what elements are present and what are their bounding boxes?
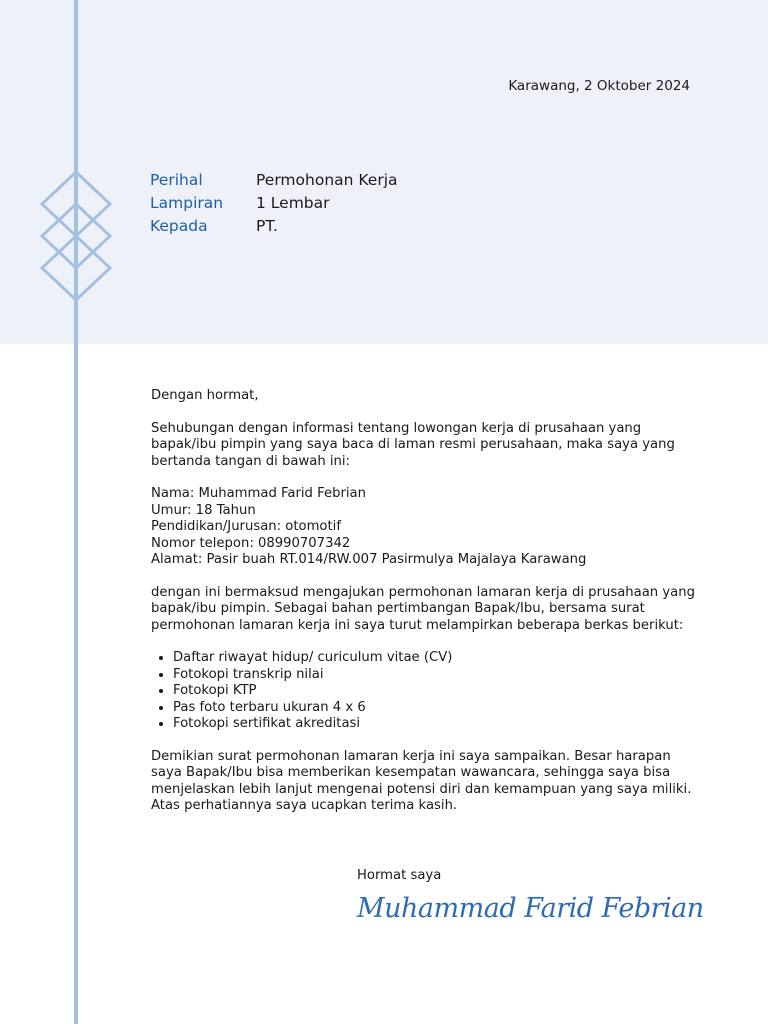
attachment-item: • Fotokopi transkrip nilai — [173, 667, 703, 683]
detail-age: Umur: 18 Tahun — [151, 502, 256, 518]
meta-value: PT. — [256, 216, 278, 235]
conclusion-paragraph: Demikian surat permohonan lamaran kerja ini saya sampaikan. Besar harapan saya Bapak/Ibu bisa memberikan kesempatan wawancara, sehingga saya bisa menjelaskan lebih lanjut mengenai potensi diri dan kemampuan yang saya miliki. Atas perhatiannya saya ucapkan terima kasih. — [151, 748, 692, 814]
attachment-item: • Daftar riwayat hidup/ curiculum vitae (CV) — [173, 650, 703, 666]
attachment-item: • Pas foto terbaru ukuran 4 x 6 — [173, 700, 703, 716]
diamond-chain-icon — [38, 168, 114, 312]
attachment-list — [151, 650, 703, 732]
greeting: Dengan hormat, — [151, 388, 259, 403]
meta-label: Lampiran — [150, 193, 224, 212]
intro-paragraph: Sehubungan dengan informasi tentang lowongan kerja di prusahaan yang bapak/ibu pimpin yang saya baca di laman resmi perusahaan, maka saya yang bertanda tangan di bawah ini: — [151, 420, 675, 469]
meta-row-lampiran — [150, 191, 398, 214]
attachment-item: • Fotokopi KTP — [173, 683, 703, 699]
meta-label: Perihal — [150, 170, 203, 189]
detail-name: Nama: Muhammad Farid Febrian — [151, 486, 366, 502]
meta-value: 1 Lembar — [256, 193, 330, 212]
letter-date: Karawang, 2 Oktober 2024 — [508, 78, 690, 94]
detail-education: Pendidikan/Jurusan: otomotif — [151, 519, 341, 535]
handwritten-signature: Muhammad Farid Febrian — [357, 893, 704, 924]
letter-meta — [150, 168, 398, 237]
vertical-accent-line — [74, 0, 78, 1024]
detail-address: Alamat: Pasir buah RT.014/RW.007 Pasirmulya Majalaya Karawang — [151, 552, 587, 568]
meta-row-kepada — [150, 214, 398, 237]
detail-phone: Nomor telepon: 08990707342 — [151, 535, 351, 551]
letter-body — [151, 388, 703, 814]
purpose-paragraph: dengan ini bermaksud mengajukan permohonan lamaran kerja di prusahaan yang bapak/ibu pimpin. Sebagai bahan pertimbangan Bapak/Ibu, bersama surat permohonan lamaran kerja ini saya turut melampirkan beberapa berkas berikut: — [151, 584, 695, 633]
attachment-item: • Fotokopi sertifikat akreditasi — [173, 716, 703, 732]
meta-value: Permohonan Kerja — [256, 170, 398, 189]
meta-label: Kepada — [150, 216, 208, 235]
meta-row-perihal — [150, 168, 398, 191]
closing-salutation: Hormat saya — [357, 868, 442, 883]
